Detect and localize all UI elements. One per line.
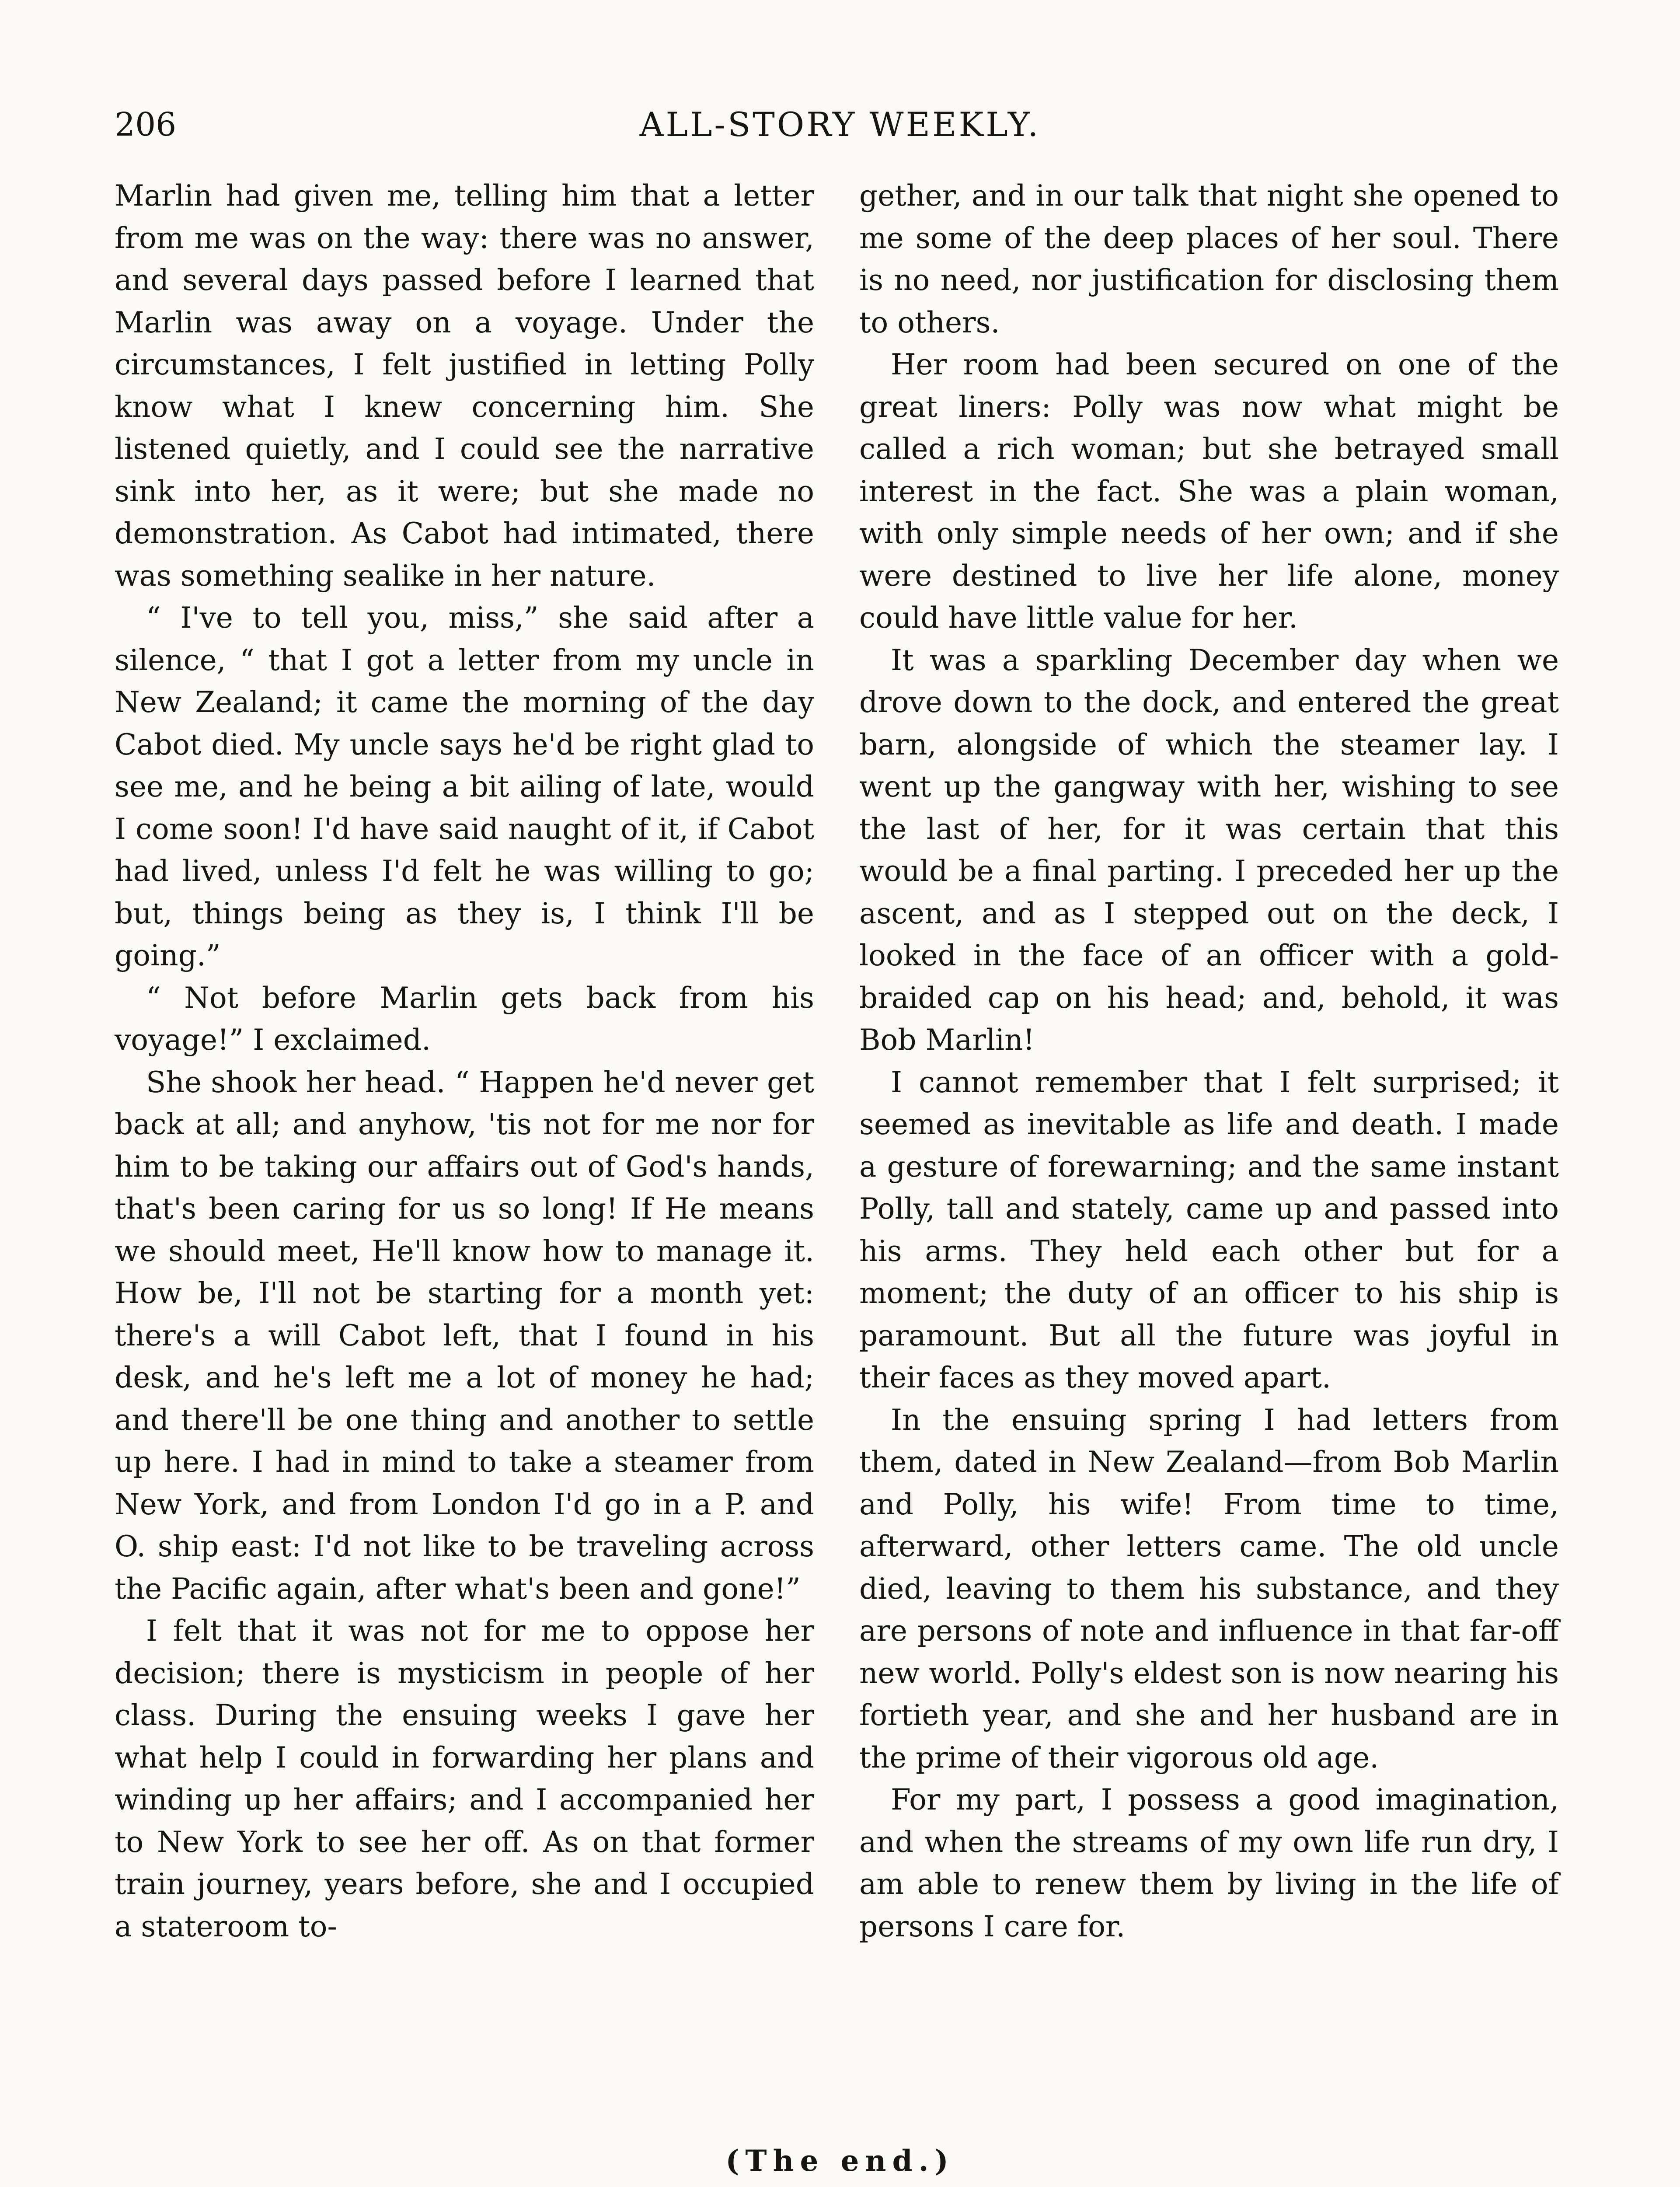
left-column [115, 175, 814, 1948]
paragraph: In the ensuing spring I had letters from them, dated in New Zealand—from Bob Marlin and Polly, his wife! From time to time, afterward, other letters came. The old uncle died, leaving to them his substance, and they are persons of note and influence in that far-off new world. Polly's eldest son is now nearing his fortieth year, and she and her husband are in the prime of their vigorous old age. [859, 1403, 1559, 1775]
the-end-label: (The end.) [725, 2144, 955, 2178]
right-column [859, 175, 1559, 1948]
paragraph: For my part, I possess a good imagination, and when the streams of my own life run dry, I am able to renew them by living in the life of persons I care for. [859, 1783, 1559, 1943]
paragraph: She shook her head. “ Happen he'd never get back at all; and anyhow, 'tis not for me nor for him to be taking our affairs out of God's hands, that's been caring for us so long! If He means we should meet, He'll know how to manage it. How be, I'll not be starting for a month yet: there's a will Cabot left, that I found in his desk, and he's left me a lot of money he had; and there'll be one thing and another to settle up here. I had in mind to take a steamer from New York, and from London I'd go in a P. and O. ship east: I'd not like to be traveling across the Pacific again, after what's been and gone!” [115, 1065, 814, 1606]
magazine-title: ALL-STORY WEEKLY. [639, 105, 1041, 144]
paragraph: I felt that it was not for me to oppose her decision; there is mysticism in people of her class. During the ensuing weeks I gave her what help I could in forwarding her plans and winding up her affairs; and I accompanied her to New York to see her off. As on that former train journey, years before, she and I occupied a stateroom to- [115, 1614, 814, 1943]
page-number: 206 [115, 106, 177, 143]
paragraph: Marlin had given me, telling him that a letter from me was on the way: there was no answer, and several days passed before I learned that Marlin was away on a voyage. Under the circumstances, I felt justified in letting Polly know what I knew concerning him. She listened quietly, and I could see the narrative sink into her, as it were; but she made no demonstration. As Cabot had intimated, there was something sealike in her nature. [115, 179, 814, 593]
paragraph: Her room had been secured on one of the great liners: Polly was now what might be called a rich woman; but she betrayed small interest in the fact. She was a plain woman, with only simple needs of her own; and if she were destined to live her life alone, money could have little value for her. [859, 348, 1559, 635]
paragraph: gether, and in our talk that night she opened to me some of the deep places of her soul. There is no need, nor justification for disclosing them to others. [859, 179, 1559, 339]
paragraph: It was a sparkling December day when we drove down to the dock, and entered the great barn, alongside of which the steamer lay. I went up the gangway with her, wishing to see the last of her, for it was certain that this would be a final parting. I preceded her up the ascent, and as I stepped out on the deck, I looked in the face of an officer with a gold-braided cap on his head; and, behold, it was Bob Marlin! [859, 643, 1559, 1057]
page-header [115, 101, 1565, 149]
paragraph: I cannot remember that I felt surprised; it seemed as inevitable as life and death. I made a gesture of forewarning; and the same instant Polly, tall and stately, came up and passed into his arms. They held each other but for a moment; the duty of an officer to his ship is paramount. But all the future was joyful in their faces as they moved apart. [859, 1065, 1559, 1394]
paragraph: “ I've to tell you, miss,” she said after a silence, “ that I got a letter from my uncle in New Zealand; it came the morning of the day Cabot died. My uncle says he'd be right glad to see me, and he being a bit ailing of late, would I come soon! I'd have said naught of it, if Cabot had lived, unless I'd felt he was willing to go; but, things being as they is, I think I'll be going.” [115, 601, 814, 972]
paragraph: “ Not before Marlin gets back from his voyage!” I exclaimed. [115, 981, 814, 1057]
